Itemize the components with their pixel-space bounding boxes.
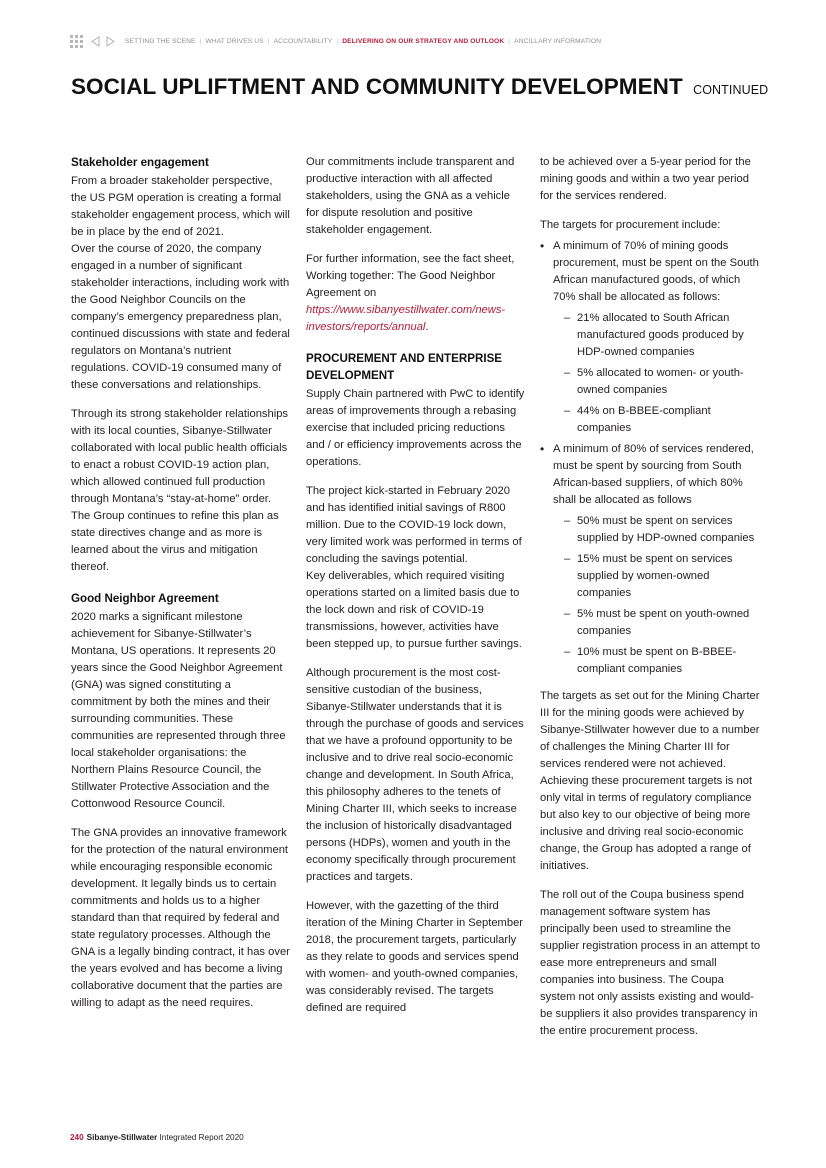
list-item: – 5% must be spent on youth-owned companies (564, 608, 750, 637)
nav-link-ancillary-information[interactable]: ANCILLARY INFORMATION (514, 37, 602, 45)
paragraph: From a broader stakeholder perspective, the US PGM operation is creating a formal stakeholder engagement process, which will be in place by the end of 2021. Over the course of 2020, the company engaged in a number of significant stakeholder interactions, including work with the Good Neighbor Councils on the company’s emergency preparedness plan, continued discussions with state and federal regulators on Montana’s nutrient regulations. COVID-19 consumed many of these conversations and relationships. (71, 175, 290, 391)
top-navigation: SETTING THE SCENE | WHAT DRIVES US | ACCOUNTABILITY | DELIVERING ON OUR STRATEGY AND OUTLOOK | ANCILLARY INFORMATION (70, 31, 601, 51)
paragraph: 2020 marks a significant milestone achievement for Sibanye-Stillwater’s Montana, US operations. It represents 20 years since the Good Neighbor Agreement (GNA) was signed constituting a commitment by both the mines and their surrounding communities. These communities are represented through three local stakeholder organisations: the Northern Plains Resource Council, the Stillwater Protective Association and the Cottonwood Resource Council. (71, 611, 286, 810)
list-item: • A minimum of 80% of services rendered, must be spent by sourcing from South African-based suppliers, of which 80% shall be allocated as follows – 50% must be spent on services supplied by HDP-owned companies – 15% must be spent on services supplied by women-owned companies – 5% must be spent on youth-owned companies – 10% must be spent on B-BBEE-compliant companies (540, 441, 762, 678)
list-item: – 10% must be spent on B-BBEE-compliant companies (564, 646, 737, 675)
nav-link-setting-the-scene[interactable]: SETTING THE SCENE (125, 37, 196, 45)
sub-list (553, 513, 762, 678)
page-title (71, 74, 768, 100)
paragraph: The targets as set out for the Mining Charter III for the mining goods were achieved by Sibanye-Stillwater however due to a number of challenges the Mining Charter III for services rendered were not achieved. Achieving these procurement targets is not only vital in terms of regulatory compliance but also key to our objective of being more inclusive and driving real socio-economic change, the Group has adopted a range of initiatives. (540, 690, 760, 872)
column-right (540, 154, 762, 1052)
nav-link-what-drives-us[interactable]: WHAT DRIVES US (205, 37, 264, 45)
paragraph: to be achieved over a 5-year period for the mining goods and within a two year period for the services rendered. (540, 156, 751, 202)
paragraph: The project kick-started in February 2020 and has identified initial savings of R800 million. Due to the COVID-19 lock down, very limited work was performed in terms of concluding the savings potential. Key deliverables, which required visiting operations started on a limited basis due to the lock down and risk of COVID-19 transmissions, however, activities have been stepped up, to pursue further savings. (306, 485, 522, 650)
continued-label: CONTINUED (693, 83, 769, 97)
next-page-icon[interactable] (104, 35, 117, 48)
column-left (71, 154, 291, 1024)
paragraph: The targets for procurement include: (540, 219, 721, 231)
procurement-targets-list (540, 238, 762, 678)
footer-report-name: Integrated Report 2020 (159, 1133, 244, 1142)
paragraph: Although procurement is the most cost-sensitive custodian of the business, Sibanye-Stillwater understands that it is through the purchase of goods and services that we have a profound opportunity to be inclusive and to drive real socio-economic change and development. In South Africa, this philosophy adheres to the tenets of Mining Charter III, which seeks to increase the inclusion of historically disadvantaged persons (HDPs), women and youth in the economy specifically through procurement practices and targets. (306, 667, 524, 883)
paragraph: However, with the gazetting of the third iteration of the Mining Charter in September 2018, the procurement targets, particularly as they relate to goods and services spend with women- and youth-owned companies, was considerably revised. The targets defined are required (306, 900, 524, 1014)
sub-list (553, 310, 762, 437)
footer-brand: Sibanye-Stillwater (86, 1133, 158, 1142)
page-number: 240 (70, 1133, 84, 1142)
heading-procurement-enterprise-development: PROCUREMENT AND ENTERPRISE DEVELOPMENT (306, 352, 503, 382)
bullet-icon: • (540, 442, 545, 456)
nav-link-accountability[interactable]: ACCOUNTABILITY (273, 37, 333, 45)
list-item: • A minimum of 70% of mining goods procurement, must be spent on the South African manufactured goods, of which 70% shall be allocated as follows: – 21% allocated to South African manufactured goods produced by HDP-owned companies – 5% allocated to women- or youth-owned companies – 44% on B-BBEE-compliant companies (540, 238, 762, 437)
paragraph: For further information, see the fact sheet, Working together: The Good Neighbor Agreement on https://www.sibanyestillwater.com/news-investors/reports/annual. (306, 253, 515, 333)
heading-stakeholder-engagement: Stakeholder engagement (71, 156, 209, 169)
page-title-text: SOCIAL UPLIFTMENT AND COMMUNITY DEVELOPMENT (71, 74, 683, 99)
list-item: – 5% allocated to women- or youth-owned companies (564, 367, 744, 396)
grid-menu-icon[interactable] (70, 35, 83, 48)
bullet-icon: • (540, 239, 545, 253)
paragraph: The roll out of the Coupa business spend management software system has principally been used to streamline the supplier registration process in an attempt to ease more entrepreneurs and small companies into business. The Coupa system not only assists existing and would-be suppliers it also provides transparency in the entire procurement process. (540, 889, 761, 1037)
page-footer (70, 1133, 244, 1142)
list-item: – 21% allocated to South African manufactured goods produced by HDP-owned companies (564, 312, 744, 358)
previous-page-icon[interactable] (89, 35, 102, 48)
list-item: – 44% on B-BBEE-compliant companies (564, 405, 711, 434)
column-middle (306, 154, 526, 1029)
paragraph: Our commitments include transparent and productive interaction with all affected stakeholders, using the GNA as a vehicle for dispute resolution and positive stakeholder engagement. (306, 156, 515, 236)
paragraph: The GNA provides an innovative framework for the protection of the natural environment while encouraging responsible economic development. It legally binds us to certain commitments and holds us to a higher standard than that required by federal and state regulatory processes. Although the GNA is a legally binding contract, it has over the years evolved and has become a living collaborative document that the parties are willing to adapt as the need requires. (71, 827, 290, 1009)
nav-link-delivering-on-strategy[interactable]: DELIVERING ON OUR STRATEGY AND OUTLOOK (342, 37, 505, 45)
list-item: – 50% must be spent on services supplied by HDP-owned companies (564, 515, 755, 544)
heading-good-neighbor-agreement: Good Neighbor Agreement (71, 592, 219, 605)
paragraph: Supply Chain partnered with PwC to identify areas of improvements through a rebasing exercise that included pricing reductions and / or efficiency improvements across the operations. (306, 388, 525, 468)
annual-reports-link[interactable]: https://www.sibanyestillwater.com/news-investors/reports/annual (306, 304, 506, 333)
paragraph: Through its strong stakeholder relationships with its local counties, Sibanye-Stillwater collaborated with local public health officials to enact a robust COVID-19 action plan, which allowed continued full production through Montana’s “stay-at-home” order. The Group continues to refine this plan as state directives change and as more is learned about the virus and mitigation thereof. (71, 408, 289, 573)
list-item: – 15% must be spent on services supplied by women-owned companies (564, 553, 733, 599)
